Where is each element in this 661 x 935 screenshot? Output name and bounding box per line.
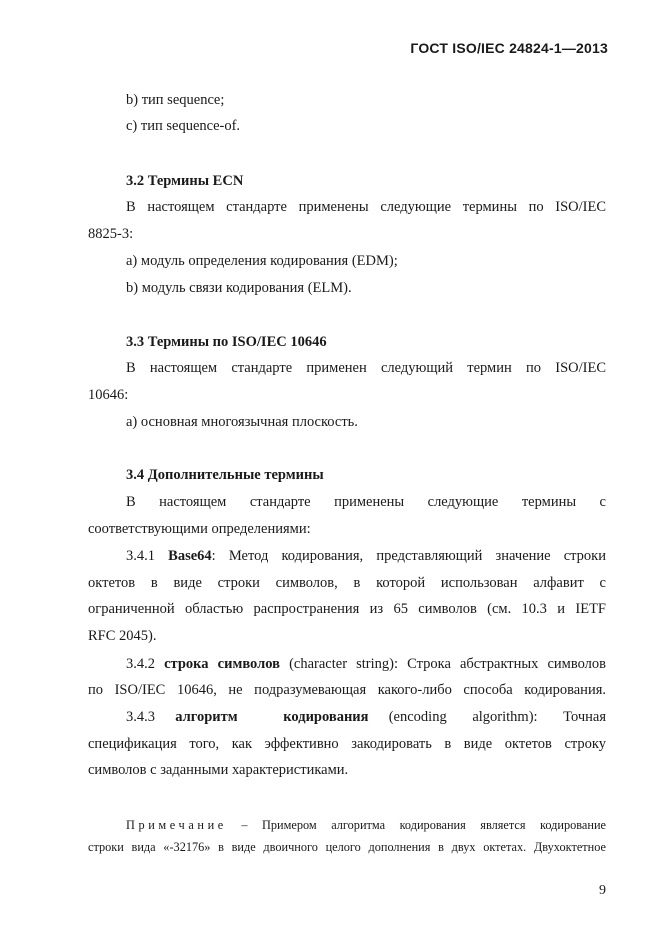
section-3-2-intro-line1: В настоящем стандарте применены следующие термины по ISO/IEC [126,199,606,215]
term-3-4-3-term: алгоритм кодирования [175,709,369,725]
section-3-3-item-a: a) основная многоязычная плоскость. [126,414,358,430]
term-3-4-1-line4: RFC 2045). [88,628,157,644]
section-3-3-heading: 3.3 Термины по ISO/IEC 10646 [126,334,327,350]
section-3-4-intro-line1: В настоящем стандарте применены следующие термины с [126,494,606,510]
section-3-2-intro-line2: 8825-3: [88,226,134,242]
section-3-3-intro-line2: 10646: [88,387,129,403]
note-line1 [126,816,606,834]
term-3-4-1-number: 3.4.1 [126,548,169,564]
section-3-3-intro-line1: В настоящем стандарте применен следующий термин по ISO/IEC [126,360,606,376]
term-3-4-1-term: Base64 [168,548,212,564]
list-item-c: c) тип sequence-of. [126,118,241,134]
term-3-4-2-number: 3.4.2 [126,656,165,672]
term-3-4-1-line1 [126,547,606,565]
section-3-4-intro-line2: соответствующими определениями: [88,521,311,537]
term-3-4-3-line3: символов с заданными характеристиками. [88,762,349,778]
page-number: 9 [599,883,606,898]
list-item-b: b) тип sequence; [126,92,225,108]
term-3-4-2-line2: по ISO/IEC 10646, не подразумевающая какого-либо способа кодирования. [88,682,606,698]
term-3-4-3-number: 3.4.3 [126,709,155,725]
section-3-4-heading: 3.4 Дополнительные термины [126,467,324,483]
section-3-2-item-a: a) модуль определения кодирования (EDM); [126,253,398,269]
note-line2: строки вида «-32176» в виде двоичного целого дополнения в двух октетах. Двухоктетное [88,840,606,854]
note-text-start: – Примером алгоритма кодирования является кодирование [226,818,606,832]
term-3-4-2-line1 [126,655,606,673]
term-3-4-1-definition-start: : Метод кодирования, представляющий значение строки [211,548,606,564]
section-3-2-item-b: b) модуль связи кодирования (ELM). [126,280,352,296]
term-3-4-3-definition-start: (encoding algorithm): Точная [388,709,606,725]
term-3-4-3-line1 [126,708,606,726]
term-3-4-1-line3: ограниченной областью распространения из 65 символов (см. 10.3 и IETF [88,601,606,617]
term-3-4-2-term: строка символов [164,656,280,672]
document-header: ГОСТ ISO/IEC 24824-1—2013 [410,40,608,56]
term-3-4-1-line2: октетов в виде строки символов, в которой использован алфавит с [88,575,606,591]
section-3-2-heading: 3.2 Термины ECN [126,173,244,189]
term-3-4-2-definition-start: (character string): Строка абстрактных символов [279,656,606,672]
note-label: Примечание [126,818,227,832]
term-3-4-3-line2: спецификация того, как эффективно закодировать в виде октетов строку [88,736,606,752]
